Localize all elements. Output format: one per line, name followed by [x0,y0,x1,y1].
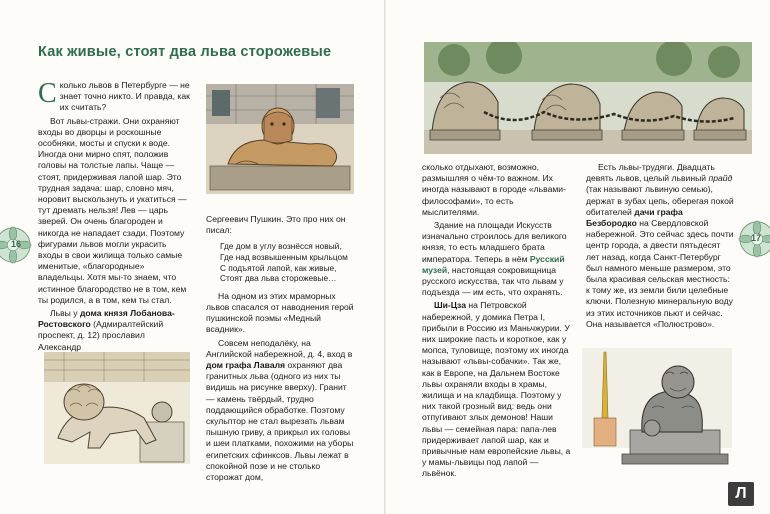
laval-paragraph [206,338,356,484]
text-run: (так называют львиную семью), держат в зубах цепь, оберегая покой обитателей [586,184,734,217]
right-column-2 [586,162,736,332]
text-run: , настоящая сокровищница русского искусства, так что львам у подъезда — им есть, что охранять. [422,264,564,298]
left-page [0,0,384,514]
text-run: Совсем неподалёку, на Английской набережной, д. 4, вход в [206,337,353,359]
intro-text: колько львов в Петербурге — не знает точно никто. И правда, как их считать? [59,80,190,113]
philosophers-paragraph: сколько отдыхают, возможно, размышляя о чём-то важном. Их иногда называют в городе «львами-философами», то есть мыслителями. [422,162,566,217]
laval-lion-illustration [206,84,354,194]
lobanov-house-name: дома князя Лобанова-Ростовского [38,308,175,330]
bezborodko-lions-illustration [424,42,752,154]
text-run: охраняют два гранитных льва (одного из них ты видишь на рисунке вверху). Гранит — камень твёрдый, трудно поддающийся обработке. Поэтому скульптор не стал вырезать львам пышную гриву, а прикрыл их головы и шеи платками, похожими на уборы египетских сфинксов. Львы лежат в спокойной позе и не столько сторожат дом, [206,360,354,483]
shi-tsza-illustration [582,348,732,468]
guardians-paragraph: Вот львы-стражи. Они охраняют входы во дворцы и роскошные особняки, мосты и спуски к воде. Иногда они мирно спят, положив головы на толстые лапы. Чаще — стоят, придерживая лапой шар. Это трудная задача: шар, словно мяч, норовит выскользнуть и укатиться — тут дремать нельзя! Лев — царь зверей. Он очень благороден и никогда не нападает сзади. Поэтому фигурами львов могли украсить входы в свои жилища только самые именитые, «благородные» владельцы. Хотя мы-то знаем, что истинное благородство не в том, кем ты родился, а в том, кем ты стал. [38,115,187,305]
page-number-left: 16 [11,239,22,249]
left-column-1 [38,80,190,355]
text-run: Львы у [50,308,80,319]
right-column-1 [422,162,572,482]
page-number-right: 17 [751,233,762,243]
laval-house-name: дом графа Лаваля [206,360,286,370]
drop-cap: С [38,78,57,109]
poem-line: Стоят два льва сторожевые… [220,273,337,284]
russian-museum-paragraph [422,220,572,298]
pride-term: прайд [708,173,733,184]
right-page [386,0,770,514]
text-run: (Адмиралтейский проспект, д. 12) прославил Александр [38,319,164,352]
poem-line: С подъятой лапой, как живые, [220,262,337,273]
pushkin-paragraph: Сергеевич Пушкин. Это про них он писал: [206,214,346,236]
text-run: Есть львы-трудяги. Двадцать девять львов, целый львиный [586,162,715,184]
bronze-horseman-paragraph: На одном из этих мраморных львов спасался от наводнения герой пушкинской поэмы «Медный всадник». [206,290,354,335]
text-run: на Свердловской набережной. Это сейчас здесь почти центр города, а двести пятьдесят лет назад, когда Санкт-Петербург был намного меньше размером, это была красивая сельская местность: к тому же, из земли били целебные ключи. Полезную минеральную воду из этих источников пьют и сейчас. Она называется «Полюстрово». [586,218,734,329]
text-run: Здание на площади Искусств изначально строилось для великого князя, то есть младшего брата императора. Теперь в нём [422,220,567,264]
page-title: Как живые, стоят два льва сторожевые [38,44,332,60]
russian-museum-name: Русский музей [422,253,565,275]
pushkin-poem [220,241,356,283]
lobanov-lion-illustration [44,352,190,464]
bezborodko-dacha-name: дачи графа Безбородко [586,206,683,229]
intro-paragraph [38,80,190,114]
shi-tsza-paragraph [422,300,572,479]
publisher-logo: Л [728,482,754,506]
bezborodko-paragraph [586,162,736,330]
shi-tsza-name: Ши-Цза [434,300,466,311]
poem-line: Где дом в углу вознёсся новый, [220,241,342,252]
left-column-2 [206,214,356,485]
text-run: на Петровской набережной, у домика Петра I, прибыли в Россию из Маньчжурии. У них широкие пасть и короткое, как у мопса, туловище, поэтому их иногда называют «львы-собачки». Так же, как в Европе, на Дальнем Востоке львы охраняли входы в храмы, жилища и на кладбища. Поэтому у них такой грозный вид: ведь они отпугивают злых демонов! Наши львы — семейная пара: папа-лев придерживает лапой шар, как и привычные нам европейские львы, а у мамы-львицы под лапой — львёнок. [422,300,571,479]
poem-line: Где над возвышенным крыльцом [220,252,348,262]
lobanov-paragraph [38,308,190,353]
